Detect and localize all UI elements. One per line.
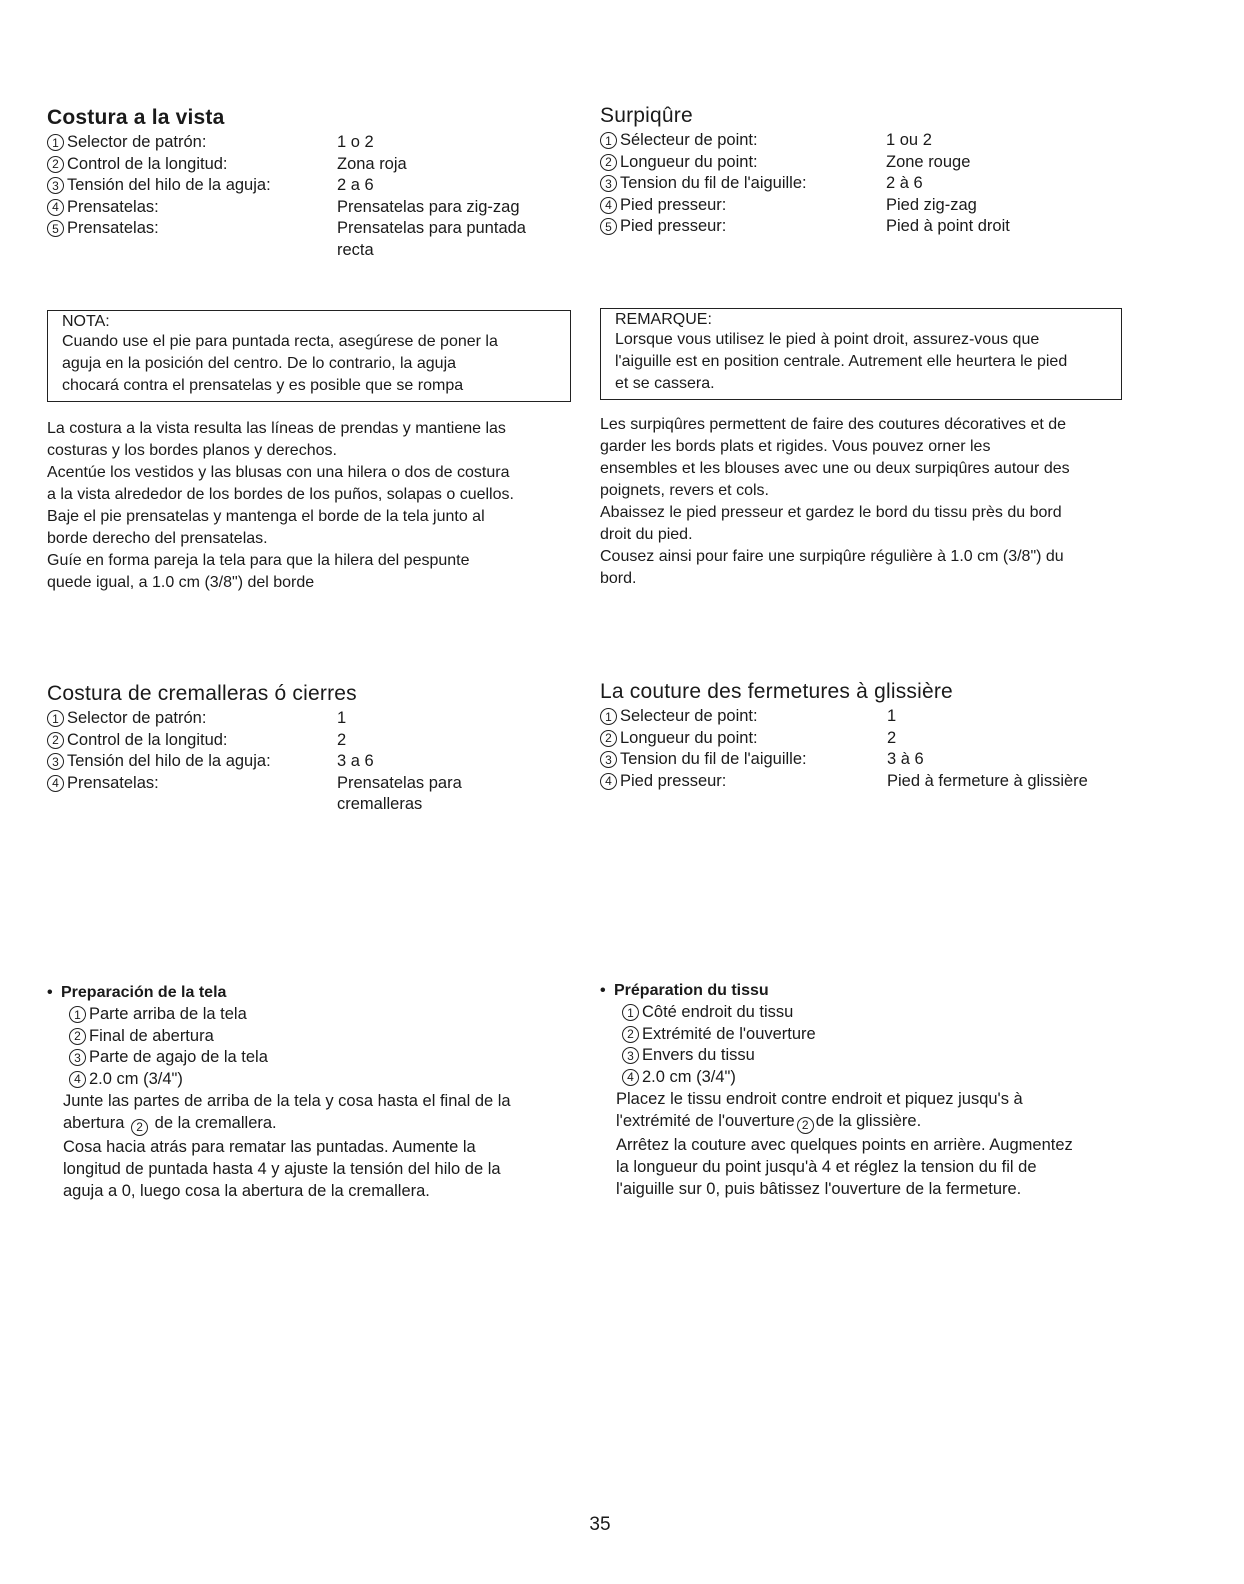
setting-label: Tensión del hilo de la aguja: [67, 176, 271, 194]
body-line: Baje el pie prensatelas y mantenga el borde de la tela junto al [47, 508, 485, 525]
setting-row [47, 132, 577, 154]
setting-value: 3 à 6 [887, 750, 924, 768]
circled-number-icon: 3 [600, 175, 617, 192]
prep-item-text: Extrémité de l'ouverture [642, 1024, 816, 1043]
circled-number-icon: 2 [622, 1026, 639, 1043]
note-line: et se cassera. [615, 375, 715, 392]
circled-number-icon: 4 [622, 1069, 639, 1086]
setting-value: Prensatelas para zig-zag [337, 197, 520, 216]
body-line: Abaissez le pied presseur et gardez le bord du tissu près du bord [600, 504, 1062, 521]
circled-number-icon: 2 [600, 730, 617, 747]
body-line: Cousez ainsi pour faire une surpiqûre régulière à 1.0 cm (3/8") du [600, 548, 1064, 565]
prep-item [622, 1067, 1140, 1089]
prep-item [622, 1024, 1140, 1046]
prep-line-part: l'extrémité de l'ouverture [616, 1112, 795, 1130]
remarque-box [600, 308, 1122, 400]
fabric-preparation-fr [600, 980, 1140, 1200]
circled-number-icon: 3 [47, 177, 64, 194]
setting-label: Control de la longitud: [67, 730, 228, 749]
section-zipper-fr [600, 680, 1140, 792]
prep-item-text: Côté endroit du tissu [642, 1003, 794, 1021]
setting-label: Prensatelas: [67, 197, 159, 216]
body-line: Guíe en forma pareja la tela para que la hilera del pespunte [47, 552, 470, 569]
prep-item [69, 1069, 577, 1091]
prep-line: la longueur du point jusqu'à 4 et réglez la tension du fil de [616, 1157, 1037, 1176]
setting-value: Zone rouge [886, 152, 971, 171]
setting-row [47, 218, 577, 261]
page-number: 35 [589, 1514, 611, 1535]
prep-line: Arrêtez la couture avec quelques points en arrière. Augmentez [616, 1135, 1073, 1154]
note-box [47, 310, 571, 402]
note-line: aguja en la posición del centro. De lo contrario, la aguja [62, 355, 457, 372]
circled-number-icon: 3 [622, 1047, 639, 1064]
prep-item-text: 2.0 cm (3/4") [89, 1069, 183, 1088]
setting-row [47, 197, 577, 219]
section-title: Costura de cremalleras ó cierres [47, 682, 357, 705]
circled-number-icon: 2 [131, 1119, 148, 1136]
circled-number-icon: 1 [600, 708, 617, 725]
circled-number-icon: 4 [600, 773, 617, 790]
setting-label: Tensión del hilo de la aguja: [67, 752, 271, 770]
setting-row [600, 216, 1140, 238]
setting-value: 2 [887, 728, 897, 747]
setting-label: Prensatelas: [67, 219, 159, 237]
body-line: La costura a la vista resulta las líneas de prendas y mantiene las [47, 420, 506, 437]
settings-list [600, 130, 1140, 238]
bullet-icon: • [47, 984, 53, 1001]
circled-number-icon: 2 [47, 156, 64, 173]
prep-item-text: Envers du tissu [642, 1046, 755, 1064]
setting-label: Longueur du point: [620, 152, 758, 171]
prep-item [622, 1002, 1140, 1024]
setting-row [47, 751, 577, 773]
setting-label: Selecteur de point: [620, 707, 758, 725]
setting-row [600, 195, 1140, 217]
note-line: chocará contra el prensatelas y es posible que se rompa [62, 377, 464, 394]
note-line: Cuando use el pie para puntada recta, asegúrese de poner la [62, 333, 498, 350]
body-line: poignets, revers et cols. [600, 482, 769, 499]
note-title: REMARQUE: [615, 311, 712, 328]
prep-line [616, 1110, 1140, 1134]
setting-value: 1 ou 2 [886, 131, 932, 149]
prep-item-text: 2.0 cm (3/4") [642, 1067, 736, 1086]
setting-row [600, 749, 1140, 771]
circled-number-icon: 1 [622, 1004, 639, 1021]
setting-row [600, 173, 1140, 195]
setting-row [47, 730, 577, 752]
setting-value: 2 a 6 [337, 176, 374, 194]
setting-label: Prensatelas: [67, 773, 159, 792]
bullet-icon: • [600, 982, 606, 999]
setting-label: Pied presseur: [620, 195, 727, 214]
prep-line-part: de la cremallera. [154, 1114, 277, 1132]
body-line: Acentúe los vestidos y las blusas con una hilera o dos de costura [47, 464, 510, 481]
prep-line: aguja a 0, luego cosa la abertura de la cremallera. [63, 1181, 430, 1200]
setting-label: Tension du fil de l'aiguille: [620, 750, 807, 768]
prep-item-text: Parte arriba de la tela [89, 1005, 247, 1023]
circled-number-icon: 4 [47, 199, 64, 216]
setting-value: Pied à point droit [886, 217, 1010, 235]
prep-item [69, 1047, 577, 1069]
setting-row [600, 706, 1140, 728]
prep-line: Placez le tissu endroit contre endroit et piquez jusqu's à [616, 1090, 1023, 1108]
setting-label: Selector de patrón: [67, 709, 207, 727]
prep-line: Cosa hacia atrás para rematar las puntadas. Aumente la [63, 1137, 476, 1156]
body-line: quede igual, a 1.0 cm (3/8") del borde [47, 574, 315, 591]
prep-line: longitud de puntada hasta 4 y ajuste la tensión del hilo de la [63, 1159, 501, 1178]
prep-line-part: abertura [63, 1114, 125, 1132]
settings-list [47, 132, 577, 261]
prep-list [69, 1004, 577, 1090]
section-title: La couture des fermetures à glissière [600, 680, 953, 703]
circled-number-icon: 2 [797, 1117, 814, 1134]
circled-number-icon: 2 [600, 154, 617, 171]
circled-number-icon: 4 [47, 775, 64, 792]
circled-number-icon: 1 [47, 710, 64, 727]
prep-item-text: Final de abertura [89, 1026, 214, 1045]
body-line: costuras y los bordes planos y derechos. [47, 442, 337, 459]
circled-number-icon: 5 [600, 218, 617, 235]
setting-value: Prensatelas para puntada recta [337, 219, 526, 259]
body-line: a la vista alrededor de los bordes de los puños, solapas o cuellos. [47, 486, 514, 503]
prep-title [47, 982, 577, 1004]
note-title: NOTA: [62, 313, 110, 330]
section-title: Costura a la vista [47, 106, 225, 129]
settings-list [600, 706, 1140, 792]
circled-number-icon: 2 [69, 1028, 86, 1045]
prep-body [616, 1088, 1140, 1200]
body-line: ensembles et les blouses avec une ou deux surpiqûres autour des [600, 460, 1070, 477]
setting-label: Longueur du point: [620, 728, 758, 747]
prep-line: l'aiguille sur 0, puis bâtissez l'ouverture de la fermeture. [616, 1179, 1022, 1198]
section-title: Surpiqûre [600, 104, 693, 127]
setting-value: 3 a 6 [337, 752, 374, 770]
setting-label: Tension du fil de l'aiguille: [620, 174, 807, 192]
circled-number-icon: 3 [47, 753, 64, 770]
setting-label: Pied presseur: [620, 217, 727, 235]
body-line: garder les bords plats et rigides. Vous pouvez orner les [600, 438, 991, 455]
prep-title-text: Preparación de la tela [61, 984, 227, 1001]
body-line: borde derecho del prensatelas. [47, 530, 268, 547]
prep-item [69, 1026, 577, 1048]
setting-row [47, 154, 577, 176]
setting-value: 1 [337, 709, 347, 727]
prep-item [69, 1004, 577, 1026]
prep-line: Junte las partes de arriba de la tela y cosa hasta el final de la [63, 1092, 511, 1110]
note-line: l'aiguille est en position centrale. Autrement elle heurtera le pied [615, 353, 1068, 370]
circled-number-icon: 1 [47, 134, 64, 151]
setting-value: 2 [337, 730, 347, 749]
setting-value: 1 [887, 707, 897, 725]
setting-row [600, 771, 1140, 793]
circled-number-icon: 1 [600, 132, 617, 149]
setting-value: 2 à 6 [886, 174, 923, 192]
setting-label: Pied presseur: [620, 771, 727, 790]
circled-number-icon: 3 [69, 1049, 86, 1066]
section-topstitch-fr [600, 104, 1140, 238]
prep-line-part: de la glissière. [815, 1112, 922, 1130]
section-topstitch-es [47, 106, 577, 261]
circled-number-icon: 1 [69, 1006, 86, 1023]
setting-value: Pied zig-zag [886, 195, 977, 214]
setting-label: Sélecteur de point: [620, 131, 758, 149]
setting-row [47, 175, 577, 197]
setting-value: 1 o 2 [337, 133, 374, 151]
prep-list [622, 1002, 1140, 1088]
setting-row [47, 773, 577, 816]
body-line: Les surpiqûres permettent de faire des coutures décoratives et de [600, 416, 1067, 433]
prep-title-text: Préparation du tissu [614, 982, 769, 999]
note-line: Lorsque vous utilisez le pied à point droit, assurez-vous que [615, 331, 1040, 348]
body-text [600, 414, 1140, 590]
prep-item-text: Parte de agajo de la tela [89, 1048, 268, 1066]
body-text [47, 418, 577, 594]
settings-list [47, 708, 577, 816]
prep-item [622, 1045, 1140, 1067]
setting-value: Zona roja [337, 154, 407, 173]
setting-value: Pied à fermeture à glissière [887, 771, 1088, 790]
circled-number-icon: 2 [47, 732, 64, 749]
prep-line [63, 1112, 577, 1136]
setting-row [47, 708, 577, 730]
fabric-preparation-es [47, 982, 577, 1202]
body-line: bord. [600, 570, 637, 587]
setting-value: Prensatelas para cremalleras [337, 773, 462, 813]
setting-row [600, 728, 1140, 750]
prep-title [600, 980, 1140, 1002]
prep-body [63, 1090, 577, 1202]
setting-row [600, 130, 1140, 152]
circled-number-icon: 4 [69, 1071, 86, 1088]
circled-number-icon: 5 [47, 220, 64, 237]
setting-label: Selector de patrón: [67, 133, 207, 151]
setting-label: Control de la longitud: [67, 154, 228, 173]
section-zipper-es [47, 682, 577, 816]
circled-number-icon: 3 [600, 751, 617, 768]
circled-number-icon: 4 [600, 197, 617, 214]
setting-row [600, 152, 1140, 174]
body-line: droit du pied. [600, 526, 693, 543]
